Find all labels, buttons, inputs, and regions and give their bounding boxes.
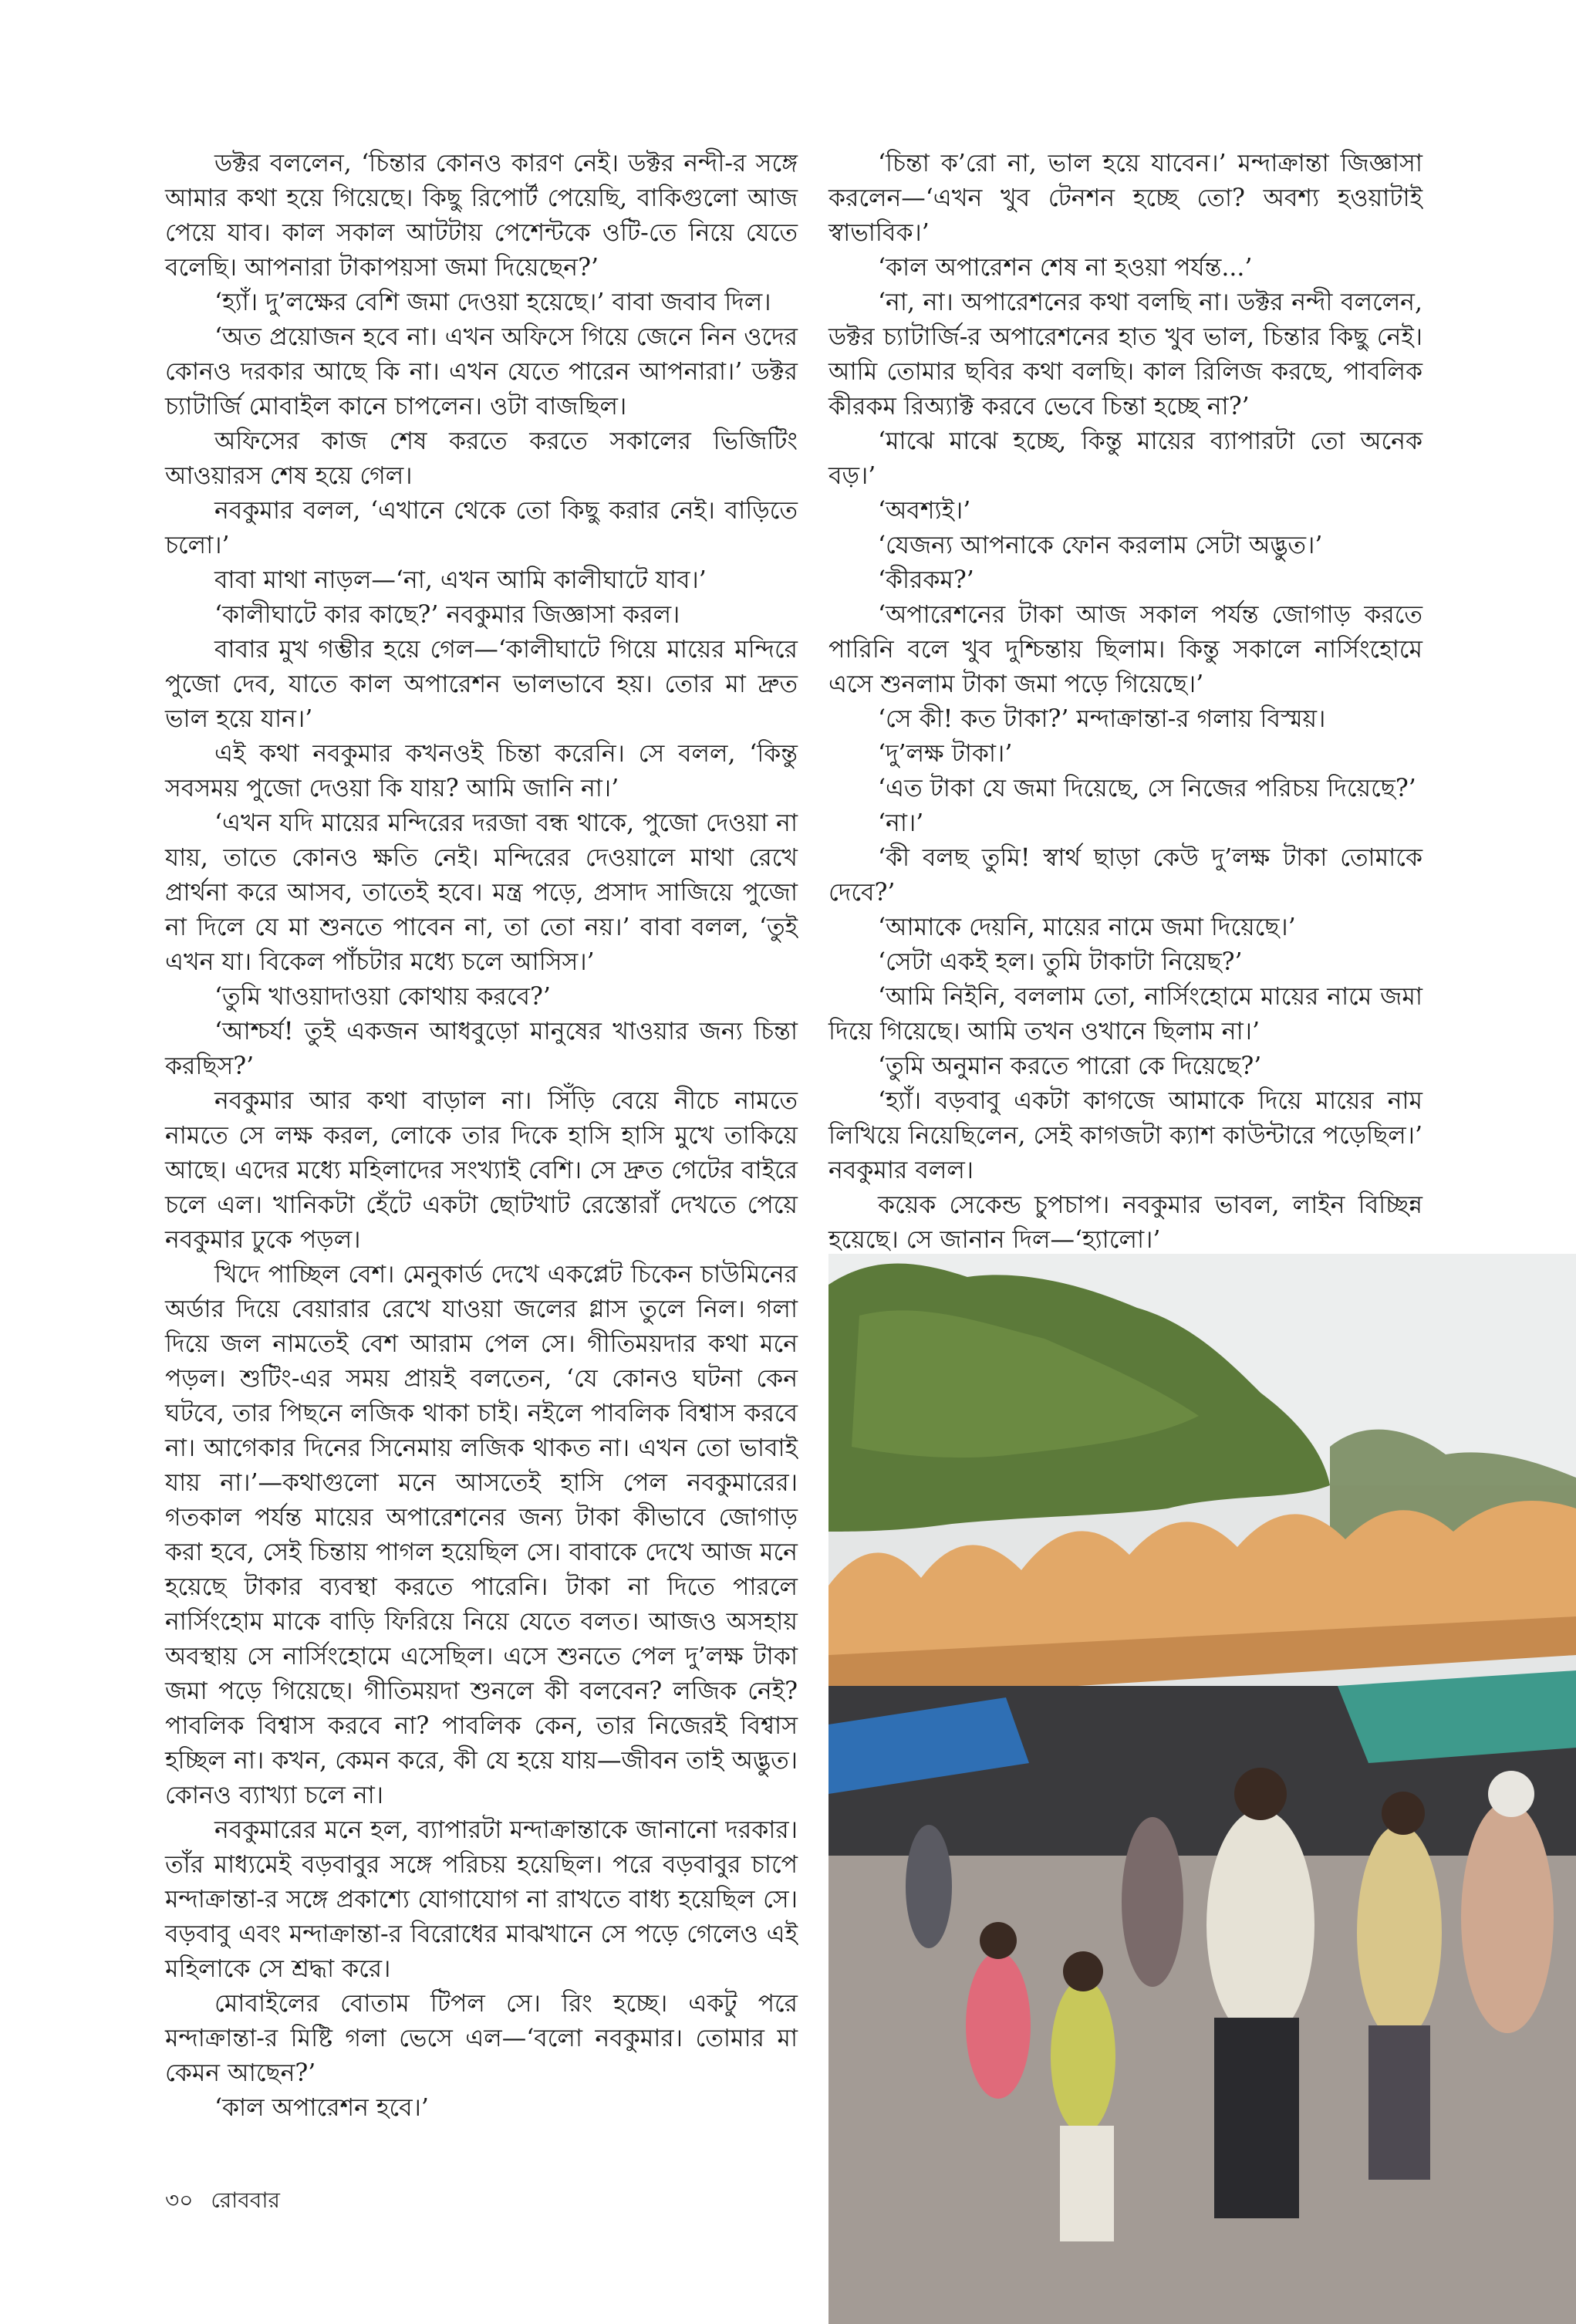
- paragraph: ‘সে কী! কত টাকা?’ মন্দাক্রান্তা-র গলায় বিস্ময়।: [878, 705, 1326, 733]
- paragraph: ‘কাল অপারেশন শেষ না হওয়া পর্যন্ত...’: [878, 254, 1253, 282]
- paragraph: ‘না, না। অপারেশনের কথা বলছি না। ডক্টর নন্দী বললেন, ডক্টর চ্যাটার্জি-র অপারেশনের হাত খুব ভাল, চিন্তার কিছু নেই। আমি তোমার ছবির কথা বলছি। কাল রিলিজ করছে, পাবলিক কীরকম রিঅ্যাক্ট করবে ভেবে চিন্তা হচ্ছে না?’: [828, 289, 1422, 421]
- right-text-column: [828, 147, 1422, 1258]
- paragraph: ‘আমাকে দেয়নি, মায়ের নামে জমা দিয়েছে।’: [878, 914, 1296, 941]
- page-footer: [165, 2184, 291, 2220]
- paragraph: ‘অপারেশনের টাকা আজ সকাল পর্যন্ত জোগাড় করতে পারিনি বলে খুব দুশ্চিন্তায় ছিলাম। কিন্তু সকালে নার্সিংহোমে এসে শুনলাম টাকা জমা পড়ে গিয়েছে।’: [828, 601, 1422, 698]
- paragraph: ‘সেটা একই হল। তুমি টাকাটা নিয়েছ?’: [878, 948, 1243, 976]
- paragraph: অফিসের কাজ শেষ করতে করতে সকালের ভিজিটিং আওয়ারস শেষ হয়ে গেল।: [165, 427, 798, 490]
- paragraph: নবকুমার বলল, ‘এখানে থেকে তো কিছু করার নেই। বাড়িতে চলো।’: [165, 497, 798, 559]
- paragraph: কয়েক সেকেন্ড চুপচাপ। নবকুমার ভাবল, লাইন বিচ্ছিন্ন হয়েছে। সে জানান দিল—‘হ্যালো।’: [828, 1191, 1422, 1254]
- paragraph: ‘আশ্চর্য! তুই একজন আধবুড়ো মানুষের খাওয়ার জন্য চিন্তা করছিস?’: [165, 1018, 798, 1080]
- paragraph: ডক্টর বললেন, ‘চিন্তার কোনও কারণ নেই। ডক্টর নন্দী-র সঙ্গে আমার কথা হয়ে গিয়েছে। কিছু রিপোর্ট পেয়েছি, বাকিগুলো আজ পেয়ে যাব। কাল সকাল আটটায় পেশেন্টকে ওটি-তে নিয়ে যেতে বলেছি। আপনারা টাকাপয়সা জমা দিয়েছেন?’: [165, 150, 798, 282]
- paragraph: মোবাইলের বোতাম টিপল সে। রিং হচ্ছে। একটু পরে মন্দাক্রান্তা-র মিষ্টি গলা ভেসে এল—‘বলো নবকুমার। তোমার মা কেমন আছেন?’: [165, 1990, 798, 2087]
- left-text-column: [165, 147, 798, 2126]
- paragraph: ‘মাঝে মাঝে হচ্ছে, কিন্তু মায়ের ব্যাপারটা তো অনেক বড়।’: [828, 427, 1422, 490]
- paragraph: বাবার মুখ গম্ভীর হয়ে গেল—‘কালীঘাটে গিয়ে মায়ের মন্দিরে পুজো দেব, যাতে কাল অপারেশন ভালভাবে হয়। তোর মা দ্রুত ভাল হয়ে যান।’: [165, 636, 798, 733]
- paragraph: ‘তুমি অনুমান করতে পারো কে দিয়েছে?’: [878, 1052, 1262, 1080]
- paragraph: এই কথা নবকুমার কখনওই চিন্তা করেনি। সে বলল, ‘কিন্তু সবসময় পুজো দেওয়া কি যায়? আমি জানি না।’: [165, 740, 798, 802]
- paragraph: ‘এখন যদি মায়ের মন্দিরের দরজা বন্ধ থাকে, পুজো দেওয়া না যায়, তাতে কোনও ক্ষতি নেই। মন্দিরের দেওয়ালে মাথা রেখে প্রার্থনা করে আসব, তাতেই হবে। মন্ত্র পড়ে, প্রসাদ সাজিয়ে পুজো না দিলে যে মা শুনতে পাবেন না, তা তো নয়।’ বাবা বলল, ‘তুই এখন যা। বিকেল পাঁচটার মধ্যে চলে আসিস।’: [165, 809, 798, 976]
- paragraph: ‘হ্যাঁ। বড়বাবু একটা কাগজে আমাকে দিয়ে মায়ের নাম লিখিয়ে নিয়েছিলেন, সেই কাগজটা ক্যাশ কাউন্টারে পড়েছিল।’ নবকুমার বলল।: [828, 1087, 1422, 1184]
- paragraph: ‘কালীঘাটে কার কাছে?’ নবকুমার জিজ্ঞাসা করল।: [214, 601, 680, 629]
- paragraph: ‘কীরকম?’: [878, 566, 974, 594]
- paragraph: ‘না।’: [878, 809, 924, 837]
- paragraph: ‘আমি নিইনি, বললাম তো, নার্সিংহোমে মায়ের নামে জমা দিয়ে গিয়েছে। আমি তখন ওখানে ছিলাম না।’: [828, 983, 1422, 1045]
- paragraph: নবকুমারের মনে হল, ব্যাপারটা মন্দাক্রান্তাকে জানানো দরকার। তাঁর মাধ্যমেই বড়বাবুর সঙ্গে পরিচয় হয়েছিল। পরে বড়বাবুর চাপে মন্দাক্রান্তা-র সঙ্গে প্রকাশ্যে যোগাযোগ না রাখতে বাধ্য হয়েছিল সে। বড়বাবু এবং মন্দাক্রান্তা-র বিরোধের মাঝখানে সে পড়ে গেলেও এই মহিলাকে সে শ্রদ্ধা করে।: [165, 1816, 798, 1983]
- paragraph: ‘দু’লক্ষ টাকা।’: [878, 740, 1013, 768]
- green-awning: [1338, 1670, 1576, 1763]
- paragraph: ‘কী বলছ তুমি! স্বার্থ ছাড়া কেউ দু’লক্ষ টাকা তোমাকে দেবে?’: [828, 844, 1422, 907]
- paragraph: ‘অত প্রয়োজন হবে না। এখন অফিসে গিয়ে জেনে নিন ওদের কোনও দরকার আছে কি না। এখন যেতে পারেন আপনারা।’ ডক্টর চ্যাটার্জি মোবাইল কানে চাপলেন। ওটা বাজছিল।: [165, 323, 798, 421]
- paragraph: নবকুমার আর কথা বাড়াল না। সিঁড়ি বেয়ে নীচে নামতে নামতে সে লক্ষ করল, লোকে তার দিকে হাসি হাসি মুখে তাকিয়ে আছে। এদের মধ্যে মহিলাদের সংখ্যাই বেশি। সে দ্রুত গেটের বাইরে চলে এল। খানিকটা হেঁটে একটা ছোটখাট রেস্তোরাঁ দেখতে পেয়ে নবকুমার ঢুকে পড়ল।: [165, 1087, 798, 1254]
- market-street-painting: [828, 1254, 1576, 2324]
- magazine-name: রোববার: [211, 2187, 280, 2213]
- paragraph: বাবা মাথা নাড়ল—‘না, এখন আমি কালীঘাটে যাব।’: [214, 566, 707, 594]
- paragraph: ‘তুমি খাওয়াদাওয়া কোথায় করবে?’: [214, 983, 551, 1011]
- paragraph: ‘যেজন্য আপনাকে ফোন করলাম সেটা অদ্ভুত।’: [878, 532, 1323, 559]
- painting-svg: [828, 1254, 1576, 2324]
- page-number: ৩০: [165, 2187, 194, 2213]
- paragraph: ‘কাল অপারেশন হবে।’: [214, 2094, 429, 2122]
- paragraph: খিদে পাচ্ছিল বেশ। মেনুকার্ড দেখে একপ্লেট চিকেন চাউমিনের অর্ডার দিয়ে বেয়ারার রেখে যাওয়া জলের গ্লাস তুলে নিল। গলা দিয়ে জল নামতেই বেশ আরাম পেল সে। গীতিময়দার কথা মনে পড়ল। শুটিং-এর সময় প্রায়ই বলতেন, ‘যে কোনও ঘটনা কেন ঘটবে, তার পিছনে লজিক থাকা চাই। নইলে পাবলিক বিশ্বাস করবে না। আগেকার দিনের সিনেমায় লজিক থাকত না। এখন তো ভাবাই যায় না।’—কথাগুলো মনে আসতেই হাসি পেল নবকুমারের। গতকাল পর্যন্ত মায়ের অপারেশনের জন্য টাকা কীভাবে জোগাড় করা হবে, সেই চিন্তায় পাগল হয়েছিল সে। বাবাকে দেখে আজ মনে হয়েছে টাকার ব্যবস্থা করতে পারেনি। টাকা না দিতে পারলে নার্সিংহোম মাকে বাড়ি ফিরিয়ে নিয়ে যেতে বলত। আজও অসহায় অবস্থায় সে নার্সিংহোমে এসেছিল। এসে শুনতে পেল দু’লক্ষ টাকা জমা পড়ে গিয়েছে। গীতিময়দা শুনলে কী বলবেন? লজিক নেই? পাবলিক বিশ্বাস করবে না? পাবলিক কেন, তার নিজেরই বিশ্বাস হচ্ছিল না। কখন, কেমন করে, কী যে হয়ে যায়—জীবন তাই অদ্ভুত। কোনও ব্যাখ্যা চলে না।: [165, 1261, 798, 1809]
- paragraph: ‘হ্যাঁ। দু’লক্ষের বেশি জমা দেওয়া হয়েছে।’ বাবা জবাব দিল।: [214, 289, 771, 316]
- paragraph: ‘চিন্তা ক’রো না, ভাল হয়ে যাবেন।’ মন্দাক্রান্তা জিজ্ঞাসা করলেন—‘এখন খুব টেনশন হচ্ছে তো? অবশ্য হওয়াটাই স্বাভাবিক।’: [828, 150, 1422, 247]
- paragraph: ‘এত টাকা যে জমা দিয়েছে, সে নিজের পরিচয় দিয়েছে?’: [878, 775, 1416, 802]
- paragraph: ‘অবশ্যই।’: [878, 497, 971, 525]
